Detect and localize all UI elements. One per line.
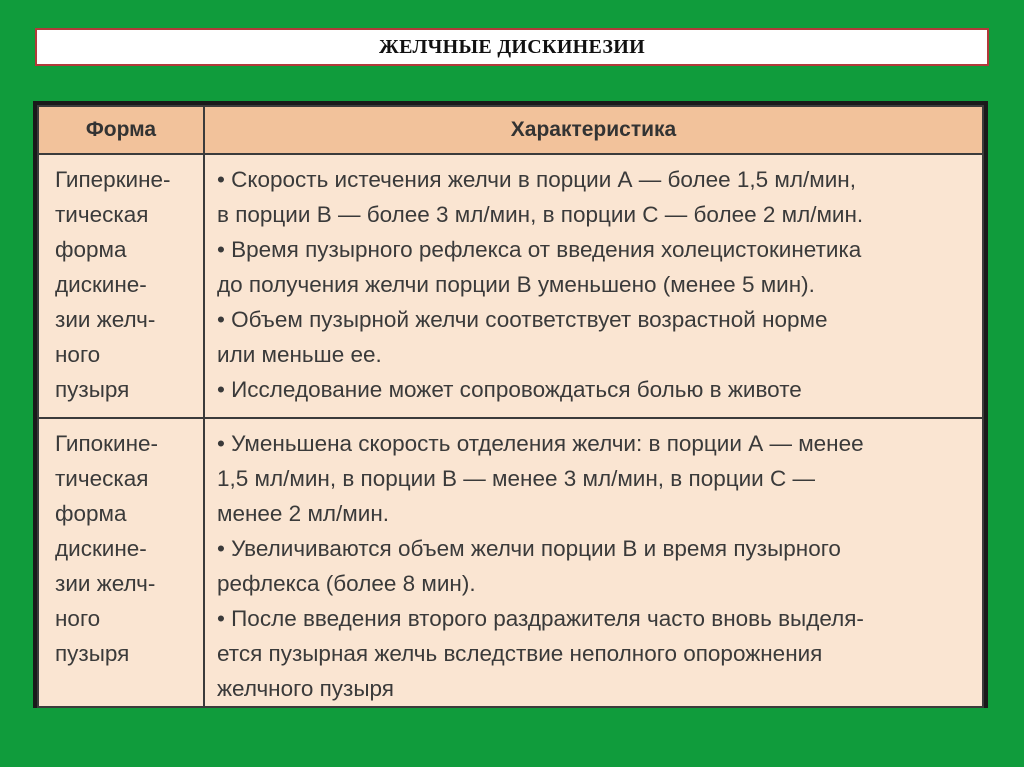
characteristic-line: до получения желчи порции В уменьшено (менее 5 мин). [217,272,815,297]
characteristic-line: желчного пузыря [217,676,394,701]
form-text-line: форма [55,501,127,526]
table-header-row [38,106,983,154]
dyskinesia-table [37,105,984,708]
form-text-line: дискине- [55,536,147,561]
characteristic-line: в порции В — более 3 мл/мин, в порции С — более 2 мл/мин. [217,202,864,227]
form-text-line: Гипокине- [55,431,159,456]
characteristic-line: рефлекса (более 8 мин). [217,571,476,596]
form-text-line: тическая [55,466,149,491]
characteristic-line: • После введения второго раздражителя часто вновь выделя- [217,606,864,631]
characteristic-line: или меньше ее. [217,342,382,367]
characteristic-line: ется пузырная желчь вследствие неполного опорожнения [217,641,823,666]
form-text-line: пузыря [55,641,130,666]
characteristic-line: • Скорость истечения желчи в порции А — более 1,5 мл/мин, [217,167,856,192]
form-text-line: Гиперкине- [55,167,171,192]
table-row-hypokinetic [38,418,983,707]
form-text-line: пузыря [55,377,130,402]
characteristic-item [217,426,976,531]
characteristic-cell [204,154,983,418]
form-text-line: ного [55,342,101,367]
characteristic-line: менее 2 мл/мин. [217,501,390,526]
form-text-line: форма [55,237,127,262]
table-row-hyperkinetic [38,154,983,418]
characteristic-line: • Исследование может сопровождаться болью в животе [217,377,802,402]
characteristic-line: • Объем пузырной желчи соответствует возрастной норме [217,307,828,332]
table-container [33,101,988,708]
form-text-line: зии желч- [55,307,156,332]
characteristic-item [217,232,976,302]
characteristic-item [217,601,976,706]
form-text-line: зии желч- [55,571,156,596]
slide-title: ЖЕЛЧНЫЕ ДИСКИНЕЗИИ [35,28,989,66]
characteristic-line: • Время пузырного рефлекса от введения холецистокинетика [217,237,862,262]
characteristic-line: • Уменьшена скорость отделения желчи: в порции А — менее [217,431,864,456]
characteristic-item [217,531,976,601]
characteristic-line: 1,5 мл/мин, в порции В — менее 3 мл/мин, в порции С — [217,466,815,491]
form-text-line: ного [55,606,101,631]
form-text-line: тическая [55,202,149,227]
form-text-line: дискине- [55,272,147,297]
form-cell [38,418,204,707]
characteristic-line: • Увеличиваются объем желчи порции В и время пузырного [217,536,841,561]
characteristic-item [217,302,976,372]
header-characteristic: Характеристика [204,106,983,154]
characteristic-item [217,162,976,232]
characteristic-item [217,372,976,407]
characteristic-cell [204,418,983,707]
header-form: Форма [38,106,204,154]
form-cell [38,154,204,418]
